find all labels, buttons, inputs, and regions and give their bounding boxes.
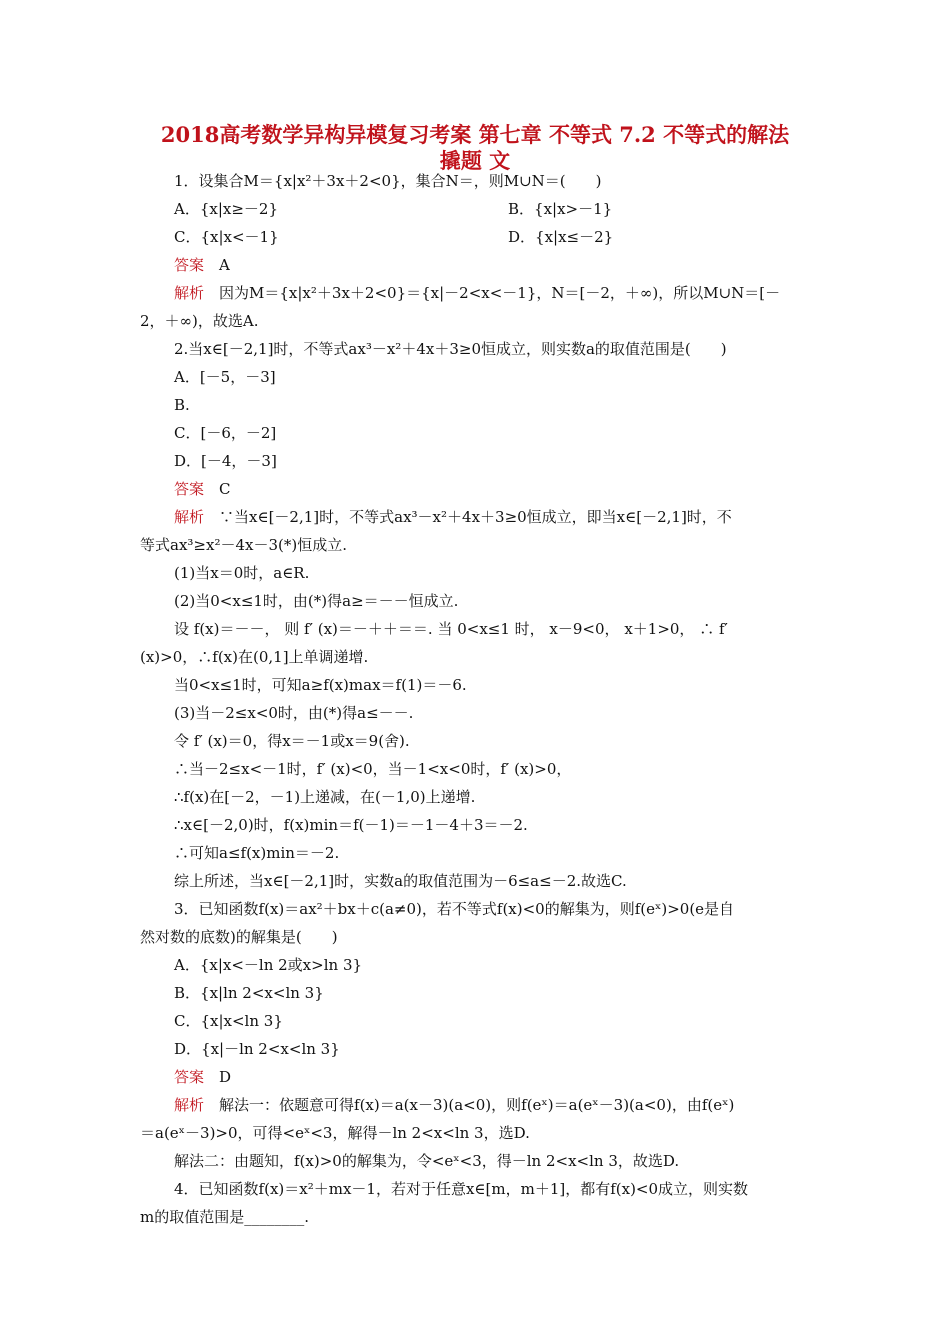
q1-answer xyxy=(174,254,230,276)
q2-analysis-line2: 等式ax³≥x²－4x－3(*)恒成立. xyxy=(140,536,347,554)
q3-option-b: B．{x|ln 2<x<ln 3} xyxy=(174,984,324,1002)
q3-analysis xyxy=(174,1094,734,1116)
analysis-label: 解析 xyxy=(174,1096,205,1114)
q2-analysis-line1: ∵当x∈[－2,1]时，不等式ax³－x²＋4x＋3≥0恒成立，即当x∈[－2,1]时，不 xyxy=(219,508,732,526)
q3-answer-value: D xyxy=(219,1068,232,1086)
analysis-label: 解析 xyxy=(174,284,205,302)
q1-option-c: C．{x|x<－1} xyxy=(174,228,279,246)
answer-label: 答案 xyxy=(174,1068,205,1086)
q2-answer xyxy=(174,478,231,500)
q3-analysis-line1: 解法一：依题意可得f(x)＝a(x－3)(a<0)，则f(eˣ)＝a(eˣ－3)(a<0)，由f(eˣ) xyxy=(219,1096,735,1114)
q3-analysis-line2: ＝a(eˣ－3)>0，可得<eˣ<3，解得－ln 2<x<ln 3，选D. xyxy=(140,1124,530,1142)
q2-analysis-line4: (2)当0<x≤1时，由(*)得a≥＝－－恒成立. xyxy=(174,592,459,610)
q2-analysis-line5: 设 f(x)＝－－， 则 f′ (x)＝－＋＋＝＝. 当 0<x≤1 时， x－9<0， x＋1>0， ∴ f′ xyxy=(174,620,728,638)
q4-stem-line2: m的取值范围是________. xyxy=(140,1208,309,1226)
q2-analysis-line13: ∴可知a≤f(x)min＝－2. xyxy=(174,844,340,862)
q4-stem-line1: 4．已知函数f(x)＝x²＋mx－1，若对于任意x∈[m，m＋1]，都有f(x)<0成立，则实数 xyxy=(174,1180,749,1198)
q3-stem-line1: 3．已知函数f(x)＝ax²＋bx＋c(a≠0)，若不等式f(x)<0的解集为，则f(eˣ)>0(e是自 xyxy=(174,900,735,918)
q2-option-c: C．[－6，－2] xyxy=(174,424,277,442)
q2-analysis-line10: ∴当－2≤x<－1时，f′ (x)<0，当－1<x<0时，f′ (x)>0， xyxy=(174,760,572,778)
q1-analysis xyxy=(174,282,780,304)
q3-analysis-line3: 解法二：由题知，f(x)>0的解集为，令<eˣ<3，得－ln 2<x<ln 3，故选D. xyxy=(174,1152,680,1170)
q3-answer xyxy=(174,1066,231,1088)
q1-answer-value: A xyxy=(219,256,230,274)
q2-option-a: A．[－5，－3] xyxy=(174,368,276,386)
q3-stem-line2: 然对数的底数)的解集是( ) xyxy=(140,928,338,946)
q2-analysis-line9: 令 f′ (x)＝0，得x＝－1或x＝9(舍). xyxy=(174,732,410,750)
q2-analysis xyxy=(174,506,732,528)
q2-option-b: B. xyxy=(174,396,190,414)
q2-analysis-line11: ∴f(x)在[－2，－1)上递减，在(－1,0)上递增. xyxy=(174,788,476,806)
q1-analysis-line1: 因为M＝{x|x²＋3x＋2<0}＝{x|－2<x<－1}，N＝[－2，＋∞)，所以M∪N＝[－ xyxy=(219,284,781,302)
analysis-label: 解析 xyxy=(174,508,205,526)
answer-label: 答案 xyxy=(174,480,205,498)
q1-stem: 1．设集合M＝{x|x²＋3x＋2<0}，集合N＝，则M∪N＝( ) xyxy=(174,172,602,190)
q1-analysis-line2: 2，＋∞)，故选A. xyxy=(140,312,259,330)
q3-option-a: A．{x|x<－ln 2或x>ln 3} xyxy=(174,956,363,974)
q1-option-d: D．{x|x≤－2} xyxy=(508,228,614,246)
document-title: 2018高考数学异构异模复习考案 第七章 不等式 7.2 不等式的解法 xyxy=(160,122,790,147)
q2-answer-value: C xyxy=(219,480,231,498)
q2-analysis-line3: (1)当x＝0时，a∈R. xyxy=(174,564,310,582)
q2-analysis-line6: (x)>0，∴f(x)在(0,1]上单调递增. xyxy=(140,648,369,666)
q2-stem: 2.当x∈[－2,1]时，不等式ax³－x²＋4x＋3≥0恒成立，则实数a的取值范围是( ) xyxy=(174,340,727,358)
q3-option-c: C．{x|x<ln 3} xyxy=(174,1012,283,1030)
q2-analysis-line14: 综上所述，当x∈[－2,1]时，实数a的取值范围为－6≤a≤－2.故选C. xyxy=(174,872,627,890)
q3-option-d: D．{x|－ln 2<x<ln 3} xyxy=(174,1040,340,1058)
q1-option-b: B．{x|x>－1} xyxy=(508,200,613,218)
q1-option-a: A．{x|x≥－2} xyxy=(174,200,279,218)
answer-label: 答案 xyxy=(174,256,205,274)
document-title-line2: 撬题 文 xyxy=(439,148,511,173)
q2-analysis-line12: ∴x∈[－2,0)时，f(x)min＝f(－1)＝－1－4＋3＝－2. xyxy=(174,816,528,834)
q2-option-d: D．[－4，－3] xyxy=(174,452,277,470)
q2-analysis-line7: 当0<x≤1时，可知a≥f(x)max＝f(1)＝－6. xyxy=(174,676,467,694)
q2-analysis-line8: (3)当－2≤x<0时，由(*)得a≤－－. xyxy=(174,704,414,722)
